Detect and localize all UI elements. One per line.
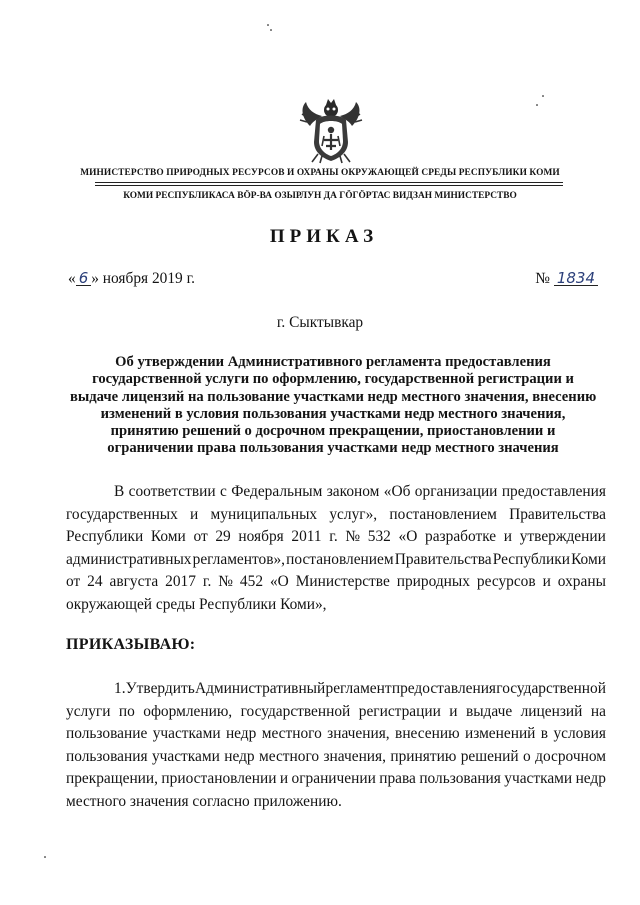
order-date [68,270,195,288]
word: предоставления [391,680,497,697]
word: досрочном [535,747,606,765]
word: 532 [367,528,391,546]
word: № [345,528,361,546]
word: и [542,573,551,591]
word: прекращении, [66,770,159,788]
text-line [66,481,606,504]
order-subject [70,354,596,458]
word: и [190,505,199,523]
subject-line: принятию решений о досрочном прекращении, приостановлении и [110,423,556,440]
word: 2017 [165,573,196,591]
word: 2011 [291,528,322,546]
word: постановлением [389,505,497,523]
word: утверждении [519,528,606,546]
text-line [66,549,606,572]
subject-line: изменений в условия пользования участками недр местного значения, [100,405,566,422]
word: значения, [323,747,386,765]
text-line [66,594,606,617]
word: внесению [395,725,460,743]
word: г. [202,573,212,591]
word: Республики [66,528,144,546]
word: пользования [419,770,501,788]
word: на [590,702,606,720]
word: регламентов», [192,550,286,568]
word: «О [269,573,289,591]
text-line [66,571,606,594]
order-number [535,270,598,288]
word: организации [414,483,498,500]
header-divider-thick [95,182,563,183]
word: природных [396,573,470,591]
word: ноября [238,528,284,546]
preamble-paragraph [66,481,606,617]
word: Правительства [509,505,606,523]
subject-line: выдаче лицензий на пользование участками недр местного значения, внесению [70,388,597,405]
word: законом [326,483,380,500]
word: муниципальных [210,505,318,523]
word: участками [152,725,221,743]
word: В [114,483,125,500]
scan-speck [267,24,269,26]
word: от [66,573,81,591]
word: с [219,483,227,500]
ministry-name-komi: КОМИ РЕСПУБЛИКАСА ВӦР-ВА ОЗЫРЛУН ДА ГӦГӦРТАС ВИДЗАН МИНИСТЕРСТВО [123,191,517,201]
word: права [379,770,416,788]
subject-line: ограничении права пользования участками недр местного значения [107,440,559,457]
word: Республики [492,550,570,568]
word: изменений [464,725,536,743]
word: оформлению, [143,702,233,720]
document-title: ПРИКАЗ [269,226,379,247]
word: Утвердить [125,680,195,697]
number-sign: № [535,270,550,287]
word: о [523,747,531,765]
word: местного [259,747,320,765]
word: Коми [150,528,186,546]
text-line [66,504,606,527]
word: пользование [66,725,148,743]
word: № [218,573,233,591]
place-of-issue: г. Сыктывкар [276,314,364,331]
word: государственной [240,702,351,720]
word: регламент [325,680,392,697]
word: условия [553,725,606,743]
komi-coat-of-arms-icon [298,96,364,164]
word: предоставления [501,483,606,500]
date-month-year: » ноября 2019 г. [91,270,196,287]
word: и [449,702,458,720]
text-line [66,746,606,769]
word: августа [109,573,159,591]
word: окружающей среды Республики Коми», [66,595,327,613]
word: недр [224,747,255,765]
word: государственных [66,505,178,523]
word: 24 [87,573,103,591]
word: пользования [66,747,148,765]
text-line [66,723,606,746]
word: постановлением [286,550,394,568]
word: 452 [239,573,264,591]
word: Министерстве [295,573,390,591]
word: услуг», [329,505,378,523]
word: Федеральным [231,483,323,500]
scan-speck [270,29,272,31]
word: значения, [327,725,390,743]
word: участками [504,770,573,788]
subject-line: Об утверждении Административного регламента предоставления [115,354,551,370]
word: г. [329,528,338,546]
word: услуги [66,702,111,720]
text-line [66,768,606,791]
word: ресурсов [476,573,536,591]
word: выдаче [465,702,513,720]
word: решений [460,747,519,765]
word: лицензий [520,702,583,720]
order-number-handwritten: 1834 [554,271,598,286]
word: недр [225,725,257,743]
word: ограничении [291,770,376,788]
word: «О [398,528,418,546]
word: охраны [557,573,606,591]
word: недр [575,770,606,788]
text-line [66,678,606,701]
word: разработке [425,528,497,546]
word: и [503,528,513,546]
word: 1. [114,680,126,697]
word: Административный [194,680,326,697]
word: регистрации [358,702,441,720]
word: 29 [215,528,231,546]
scan-speck [536,104,538,106]
date-day-handwritten: 6 [76,271,92,286]
word: по [118,702,135,720]
word: от [193,528,208,546]
word: государственной [496,680,606,697]
word: местного [261,725,322,743]
word: приостановлении [161,770,277,788]
word: участками [151,747,220,765]
word: «Об [383,483,411,500]
subject-line: государственной услуги по оформлению, государственной регистрации и [92,371,574,388]
ministry-name-russian: МИНИСТЕРСТВО ПРИРОДНЫХ РЕСУРСОВ И ОХРАНЫ ОКРУЖАЮЩЕЙ СРЕДЫ РЕСПУБЛИКИ КОМИ [80,168,560,178]
word: принятию [390,747,457,765]
word: местного значения согласно приложению. [66,792,342,810]
text-line [66,701,606,724]
order-item-1 [66,678,606,814]
header-divider-thin [95,185,563,186]
word: и [279,770,289,788]
scan-speck [542,95,544,97]
text-line [66,526,606,549]
word: Коми [571,550,606,568]
scan-speck [44,856,46,858]
word: в [540,725,549,743]
order-directive: ПРИКАЗЫВАЮ: [66,636,196,653]
word: соответствии [128,483,216,500]
word: административных [66,550,192,568]
word: Правительства [394,550,492,568]
date-open-quote: « [68,270,76,287]
text-line [66,791,606,814]
